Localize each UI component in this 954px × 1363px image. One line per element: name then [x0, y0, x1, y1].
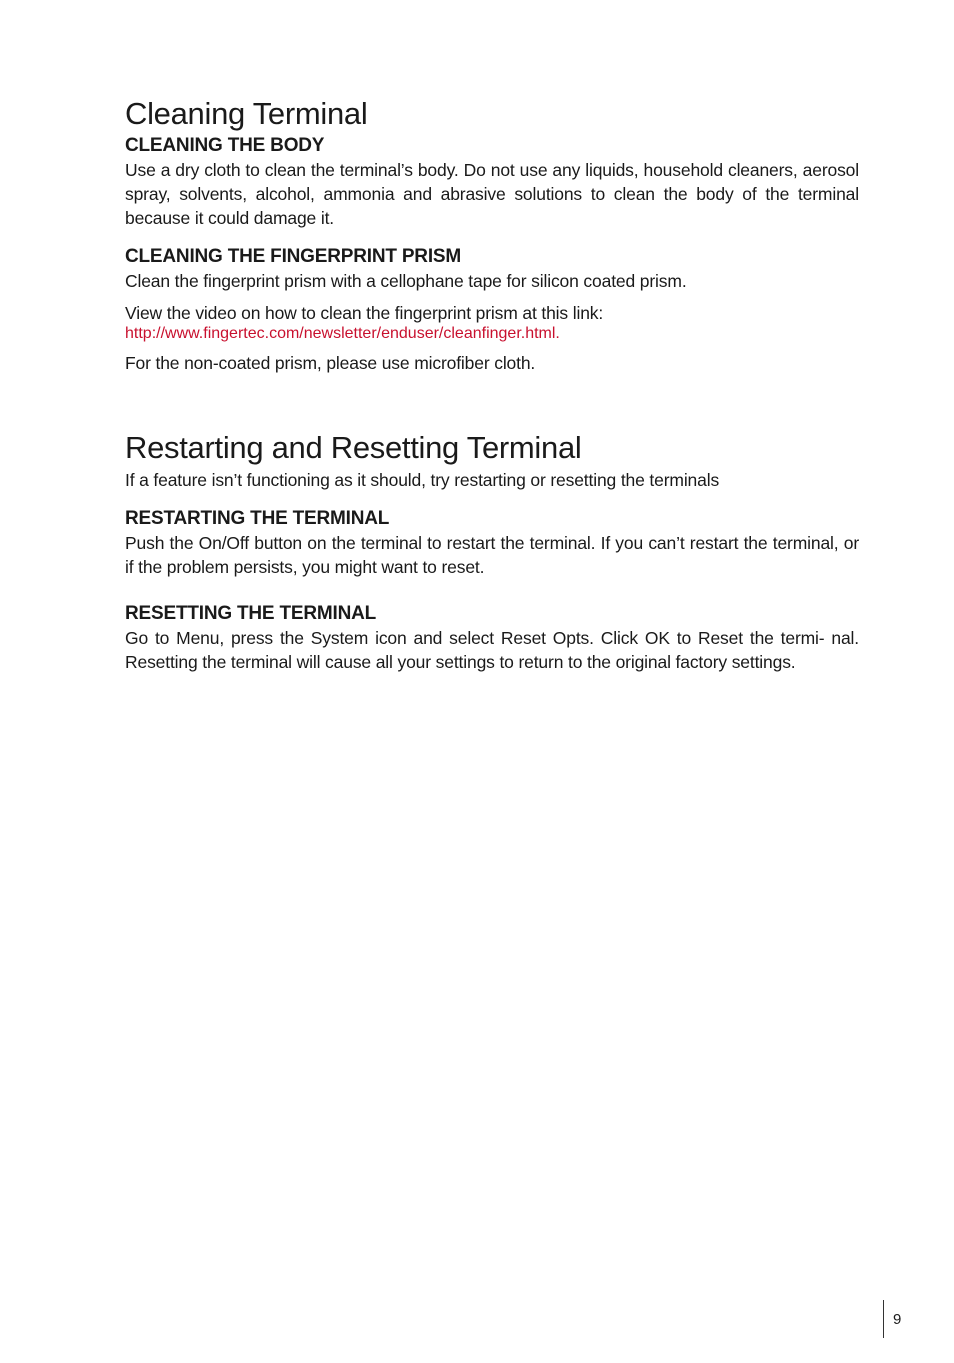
restarting-heading: RESTARTING THE TERMINAL	[125, 508, 390, 529]
video-instruction-text: View the video on how to clean the fingerprint prism at this link:	[125, 303, 604, 323]
restarting-resetting-section	[125, 428, 859, 674]
document-page	[125, 94, 859, 674]
cleaning-prism-text: Clean the fingerprint prism with a cellophane tape for silicon coated prism.	[125, 271, 687, 291]
restarting-resetting-title: Restarting and Resetting Terminal	[125, 430, 582, 465]
cleaning-body-text: Use a dry cloth to clean the terminal’s body. Do not use any liquids, household cleaners, aerosol spray, solvents, alcohol, ammonia and abrasive solutions to clean the body of the terminal because it could damage it.	[125, 160, 859, 228]
clean-finger-video-link[interactable]: http://www.fingertec.com/newsletter/enduser/cleanfinger.html.	[125, 325, 560, 342]
cleaning-terminal-section	[125, 94, 859, 375]
restarting-intro-text: If a feature isn’t functioning as it should, try restarting or resetting the terminals	[125, 470, 720, 490]
restarting-text: Push the On/Off button on the terminal to restart the terminal. If you can’t restart the terminal, or if the problem persists, you might want to reset.	[125, 533, 859, 577]
cleaning-terminal-title: Cleaning Terminal	[125, 96, 368, 131]
page-number: 9	[893, 1310, 902, 1328]
resetting-text: Go to Menu, press the System icon and select Reset Opts. Click OK to Reset the termi- nal. Resetting the terminal will cause all your settings to return to the original factory settings.	[125, 628, 859, 672]
page-footer	[883, 1300, 901, 1338]
noncoated-prism-text: For the non-coated prism, please use microfiber cloth.	[125, 353, 536, 373]
cleaning-body-heading: CLEANING THE BODY	[125, 135, 325, 156]
resetting-heading: RESETTING THE TERMINAL	[125, 603, 377, 624]
cleaning-prism-heading: CLEANING THE FINGERPRINT PRISM	[125, 246, 462, 267]
